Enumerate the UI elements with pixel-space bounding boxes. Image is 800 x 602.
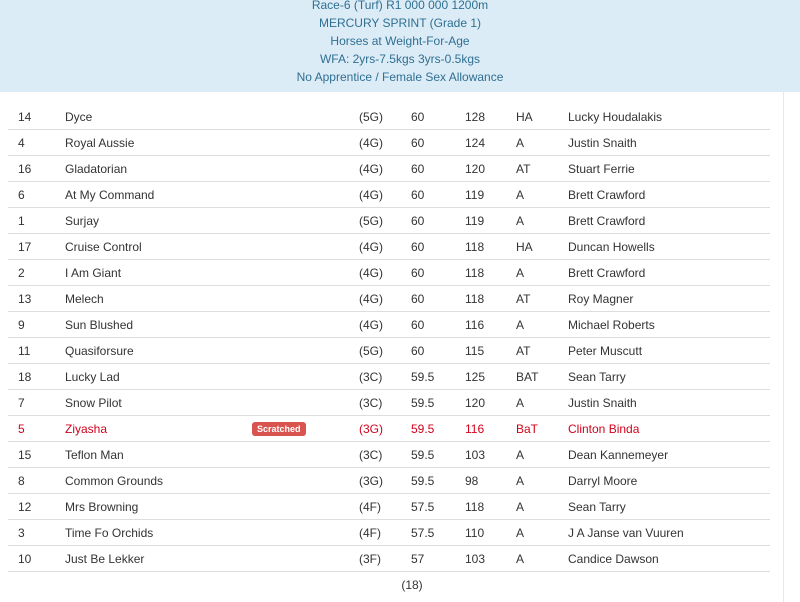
runner-jockey: Sean Tarry [568,364,770,390]
runner-rating: 118 [465,234,516,260]
table-row[interactable] [8,390,770,416]
runner-age: (3G) [359,416,411,442]
status-cell [251,468,359,494]
status-cell [251,104,359,130]
runner-rating: 125 [465,364,516,390]
runner-weight: 60 [411,260,465,286]
race-conditions: Horses at Weight-For-Age [330,34,470,48]
runner-jockey: Stuart Ferrie [568,156,770,182]
table-row[interactable] [8,104,770,130]
runner-name: Surjay [65,208,251,234]
runner-rating: 124 [465,130,516,156]
table-row[interactable] [8,312,770,338]
runner-jockey: Justin Snaith [568,390,770,416]
runner-rating: 116 [465,312,516,338]
table-row[interactable] [8,364,770,390]
runner-class: A [516,182,568,208]
runner-weight: 60 [411,109,425,124]
status-cell [251,416,359,442]
runner-jockey: Darryl Moore [568,468,770,494]
status-cell [251,260,359,286]
runner-name: At My Command [65,182,251,208]
runner-name: Time Fo Orchids [65,520,251,546]
runner-jockey: Roy Magner [568,286,770,312]
runner-rating: 118 [465,286,516,312]
runner-number: 8 [8,468,65,494]
runner-rating: 120 [465,156,516,182]
runner-age: (4G) [359,156,411,182]
runner-weight: 60 [411,130,465,156]
runner-class: A [516,390,568,416]
runner-rating: 98 [465,468,516,494]
runner-weight: 57.5 [411,494,465,520]
runner-age: (4F) [359,494,411,520]
runner-jockey: Lucky Houdalakis [568,109,663,124]
total-runners: (18) [359,572,465,598]
runner-class: A [516,494,568,520]
runner-class: A [516,468,568,494]
status-cell [251,208,359,234]
runner-number: 14 [18,109,32,124]
runner-name: Common Grounds [65,468,251,494]
status-cell [251,156,359,182]
runner-rating: 119 [465,182,516,208]
runner-class: AT [516,156,568,182]
runner-rating: 116 [465,416,516,442]
runner-jockey: Dean Kannemeyer [568,442,770,468]
runner-weight: 59.5 [411,416,465,442]
runner-weight: 60 [411,312,465,338]
table-row[interactable] [8,156,770,182]
status-cell [251,520,359,546]
table-row[interactable] [8,468,770,494]
runner-number: 1 [8,208,65,234]
runner-age: (3C) [359,364,411,390]
runner-jockey: J A Janse van Vuuren [568,520,770,546]
table-row[interactable] [8,234,770,260]
runner-age: (4G) [359,182,411,208]
table-row[interactable] [8,520,770,546]
runner-jockey: Candice Dawson [568,546,770,572]
runner-weight: 59.5 [411,364,465,390]
runner-age: (4G) [359,312,411,338]
table-row[interactable] [8,208,770,234]
runner-weight: 57 [411,546,465,572]
table-row[interactable] [8,442,770,468]
runner-class: HA [516,234,568,260]
runner-age: (3F) [359,546,411,572]
runner-age: (3G) [359,468,411,494]
runner-class: A [516,260,568,286]
runner-rating: 103 [465,442,516,468]
runner-class: A [516,520,568,546]
scratched-badge: Scratched [252,422,306,436]
runner-class: A [516,442,568,468]
runner-class: HA [516,109,533,124]
race-allowance: No Apprentice / Female Sex Allowance [296,70,504,84]
runner-weight: 59.5 [411,442,465,468]
race-header [0,0,800,90]
runner-jockey: Brett Crawford [568,260,770,286]
runner-weight: 60 [411,234,465,260]
runner-name: Ziyasha [65,416,251,442]
runners-panel [0,92,783,602]
runner-name: Teflon Man [65,442,251,468]
runner-number: 16 [8,156,65,182]
runner-name: Gladatorian [65,156,251,182]
runner-class: BAT [516,364,568,390]
runner-rating: 110 [465,520,516,546]
runner-weight: 59.5 [411,468,465,494]
race-name: MERCURY SPRINT (Grade 1) [318,16,482,30]
runner-number: 17 [8,234,65,260]
runner-rating: 118 [465,260,516,286]
runner-name: Quasiforsure [65,338,251,364]
status-cell [251,442,359,468]
table-row[interactable] [8,286,770,312]
runner-number: 6 [8,182,65,208]
runner-name: Royal Aussie [65,130,251,156]
table-row[interactable] [8,416,770,442]
runner-class: BaT [516,416,568,442]
runner-weight: 60 [411,156,465,182]
runner-class: AT [516,338,568,364]
table-row[interactable] [8,546,770,572]
table-row[interactable] [8,338,770,364]
runner-number: 10 [8,546,65,572]
runner-rating: 120 [465,390,516,416]
runner-number: 3 [8,520,65,546]
runner-jockey: Brett Crawford [568,182,770,208]
runner-age: (4F) [359,520,411,546]
runner-class: A [516,546,568,572]
runner-weight: 59.5 [411,390,465,416]
runner-age: (3C) [359,442,411,468]
runner-weight: 57.5 [411,520,465,546]
runner-age: (5G) [359,109,383,124]
runner-number: 9 [8,312,65,338]
status-cell [251,130,359,156]
runner-jockey: Sean Tarry [568,494,770,520]
runner-rating: 118 [465,494,516,520]
runner-weight: 60 [411,338,465,364]
status-cell [251,390,359,416]
runner-number: 7 [8,390,65,416]
runner-number: 13 [8,286,65,312]
runner-rating: 103 [465,546,516,572]
runner-name: Just Be Lekker [65,546,251,572]
status-cell [251,312,359,338]
runner-rating: 128 [465,109,486,124]
runner-number: 5 [8,416,65,442]
runners-table [8,104,770,597]
runner-number: 2 [8,260,65,286]
runner-number: 11 [8,338,65,364]
runner-age: (4G) [359,286,411,312]
runner-jockey: Brett Crawford [568,208,770,234]
runner-weight: 60 [411,286,465,312]
table-row[interactable] [8,260,770,286]
runner-rating: 115 [465,338,516,364]
race-wfa: WFA: 2yrs-7.5kgs 3yrs-0.5kgs [319,52,481,66]
runner-class: A [516,312,568,338]
status-cell [251,494,359,520]
runner-name: Snow Pilot [65,390,251,416]
status-cell [251,338,359,364]
runner-weight: 60 [411,182,465,208]
runner-class: A [516,130,568,156]
runner-age: (4G) [359,234,411,260]
runner-jockey: Duncan Howells [568,234,770,260]
runner-jockey: Peter Muscutt [568,338,770,364]
runner-age: (4G) [359,260,411,286]
runner-name: Mrs Browning [65,494,251,520]
table-row[interactable] [8,130,770,156]
runner-name: I Am Giant [65,260,251,286]
runner-name: Cruise Control [65,234,251,260]
table-row[interactable] [8,494,770,520]
runner-age: (5G) [359,338,411,364]
runner-weight: 60 [411,208,465,234]
status-cell [251,286,359,312]
table-row[interactable] [8,182,770,208]
runner-number: 12 [8,494,65,520]
scrollbar[interactable] [783,92,800,602]
runner-class: AT [516,286,568,312]
runner-number: 18 [8,364,65,390]
runner-jockey: Michael Roberts [568,312,770,338]
runner-jockey: Clinton Binda [568,416,770,442]
runner-number: 4 [8,130,65,156]
runner-number: 15 [8,442,65,468]
runner-name: Melech [65,286,251,312]
runner-name: Sun Blushed [65,312,251,338]
total-row [8,572,770,598]
status-cell [251,234,359,260]
race-title: Race-6 (Turf) R1 000 000 1200m [311,0,489,12]
runner-age: (3C) [359,390,411,416]
runner-name: Lucky Lad [65,364,251,390]
runner-class: A [516,208,568,234]
runner-age: (5G) [359,208,411,234]
runner-jockey: Justin Snaith [568,130,770,156]
status-cell [251,182,359,208]
status-cell [251,546,359,572]
status-cell [251,364,359,390]
runner-name: Dyce [65,109,93,124]
runner-rating: 119 [465,208,516,234]
runner-age: (4G) [359,130,411,156]
